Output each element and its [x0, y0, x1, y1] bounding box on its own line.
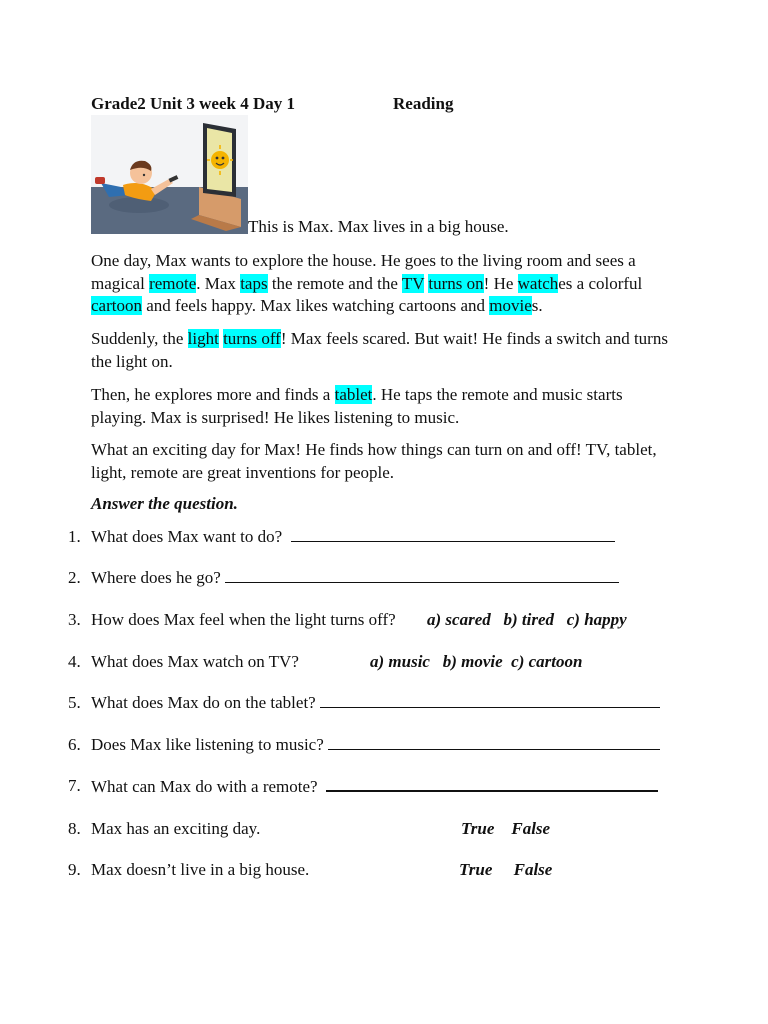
answer-line[interactable]: [320, 693, 660, 708]
question-6: [91, 735, 660, 755]
question-text: How does Max feel when the light turns off?: [91, 610, 396, 629]
question-text: Where does he go?: [91, 568, 221, 587]
true-false-options[interactable]: True False: [459, 860, 553, 879]
instruction-heading: Answer the question.: [91, 494, 238, 513]
question-text: Max doesn’t live in a big house.: [91, 860, 310, 879]
answer-line[interactable]: [328, 735, 660, 750]
answer-line[interactable]: [291, 527, 615, 542]
question-number: 3.: [68, 610, 81, 629]
question-4: [91, 652, 299, 672]
question-number: 6.: [68, 735, 81, 754]
text: ! Max feels scared. But wait! He finds a switch and turns the light on.: [91, 329, 668, 371]
question-text: Max has an exciting day.: [91, 819, 261, 838]
highlighted-word: remote: [149, 273, 197, 293]
question-number: 8.: [68, 819, 81, 838]
question-number: 2.: [68, 568, 81, 587]
highlighted-word: taps: [240, 273, 268, 293]
question-text: Does Max like listening to music?: [91, 735, 324, 754]
question-7: [91, 776, 658, 797]
question-5: [91, 693, 660, 713]
highlighted-word: turns off: [223, 329, 281, 348]
question-text: What does Max want to do?: [91, 527, 283, 546]
question-number: 7.: [68, 776, 81, 795]
highlighted-word: light: [187, 329, 219, 348]
question-1: [91, 527, 615, 547]
story-paragraph-1: [91, 250, 681, 318]
text: the remote and the: [267, 273, 402, 293]
text: s.: [531, 296, 543, 315]
highlighted-word: turns on: [428, 273, 484, 293]
text: . He taps the remote and music starts playing. Max is surprised! He likes listening to music.: [91, 385, 623, 427]
true-false-options[interactable]: True False: [461, 819, 551, 838]
question-number: 4.: [68, 652, 81, 671]
highlighted-word: cartoon: [91, 296, 142, 315]
worksheet-title: Grade2 Unit 3 week 4 Day 1: [91, 94, 295, 113]
text: What an exciting day for Max! He finds how things can turn on and off! TV, tablet, light, remote are great inventions for people.: [91, 440, 657, 482]
question-text: What can Max do with a remote?: [91, 777, 318, 796]
intro-sentence: This is Max. Max lives in a big house.: [248, 217, 509, 236]
text: and feels happy. Max likes watching cartoons and: [141, 296, 490, 315]
question-9: [91, 860, 309, 880]
highlighted-word: tablet: [334, 385, 373, 404]
text: Then, he explores more and finds a: [91, 385, 335, 404]
question-text: What does Max do on the tablet?: [91, 693, 316, 712]
question-number: 5.: [68, 693, 81, 712]
question-3: [91, 610, 396, 630]
question-text: What does Max watch on TV?: [91, 652, 299, 671]
text: ! He: [483, 273, 518, 293]
answer-options[interactable]: a) music b) movie c) cartoon: [370, 652, 583, 671]
highlighted-word: watch: [517, 273, 559, 293]
text: . Max: [196, 273, 241, 293]
story-paragraph-4: [91, 439, 681, 484]
question-2: [91, 568, 619, 588]
answer-options[interactable]: a) scared b) tired c) happy: [427, 610, 627, 629]
answer-line[interactable]: [225, 568, 619, 583]
question-number: 9.: [68, 860, 81, 879]
boy-watching-tv-illustration: [91, 115, 248, 234]
text: es a colorful: [558, 273, 643, 293]
text: One day, Max wants to explore the house. He goes to the living room and sees a magical: [91, 251, 636, 293]
answer-line[interactable]: [326, 776, 658, 792]
highlighted-word: TV: [401, 273, 425, 293]
question-8: [91, 819, 260, 839]
story-paragraph-2: [91, 328, 681, 373]
question-number: 1.: [68, 527, 81, 546]
highlighted-word: movie: [489, 296, 532, 315]
story-paragraph-3: [91, 384, 681, 429]
text: Suddenly, the: [91, 329, 188, 348]
subject-label: Reading: [393, 94, 454, 113]
